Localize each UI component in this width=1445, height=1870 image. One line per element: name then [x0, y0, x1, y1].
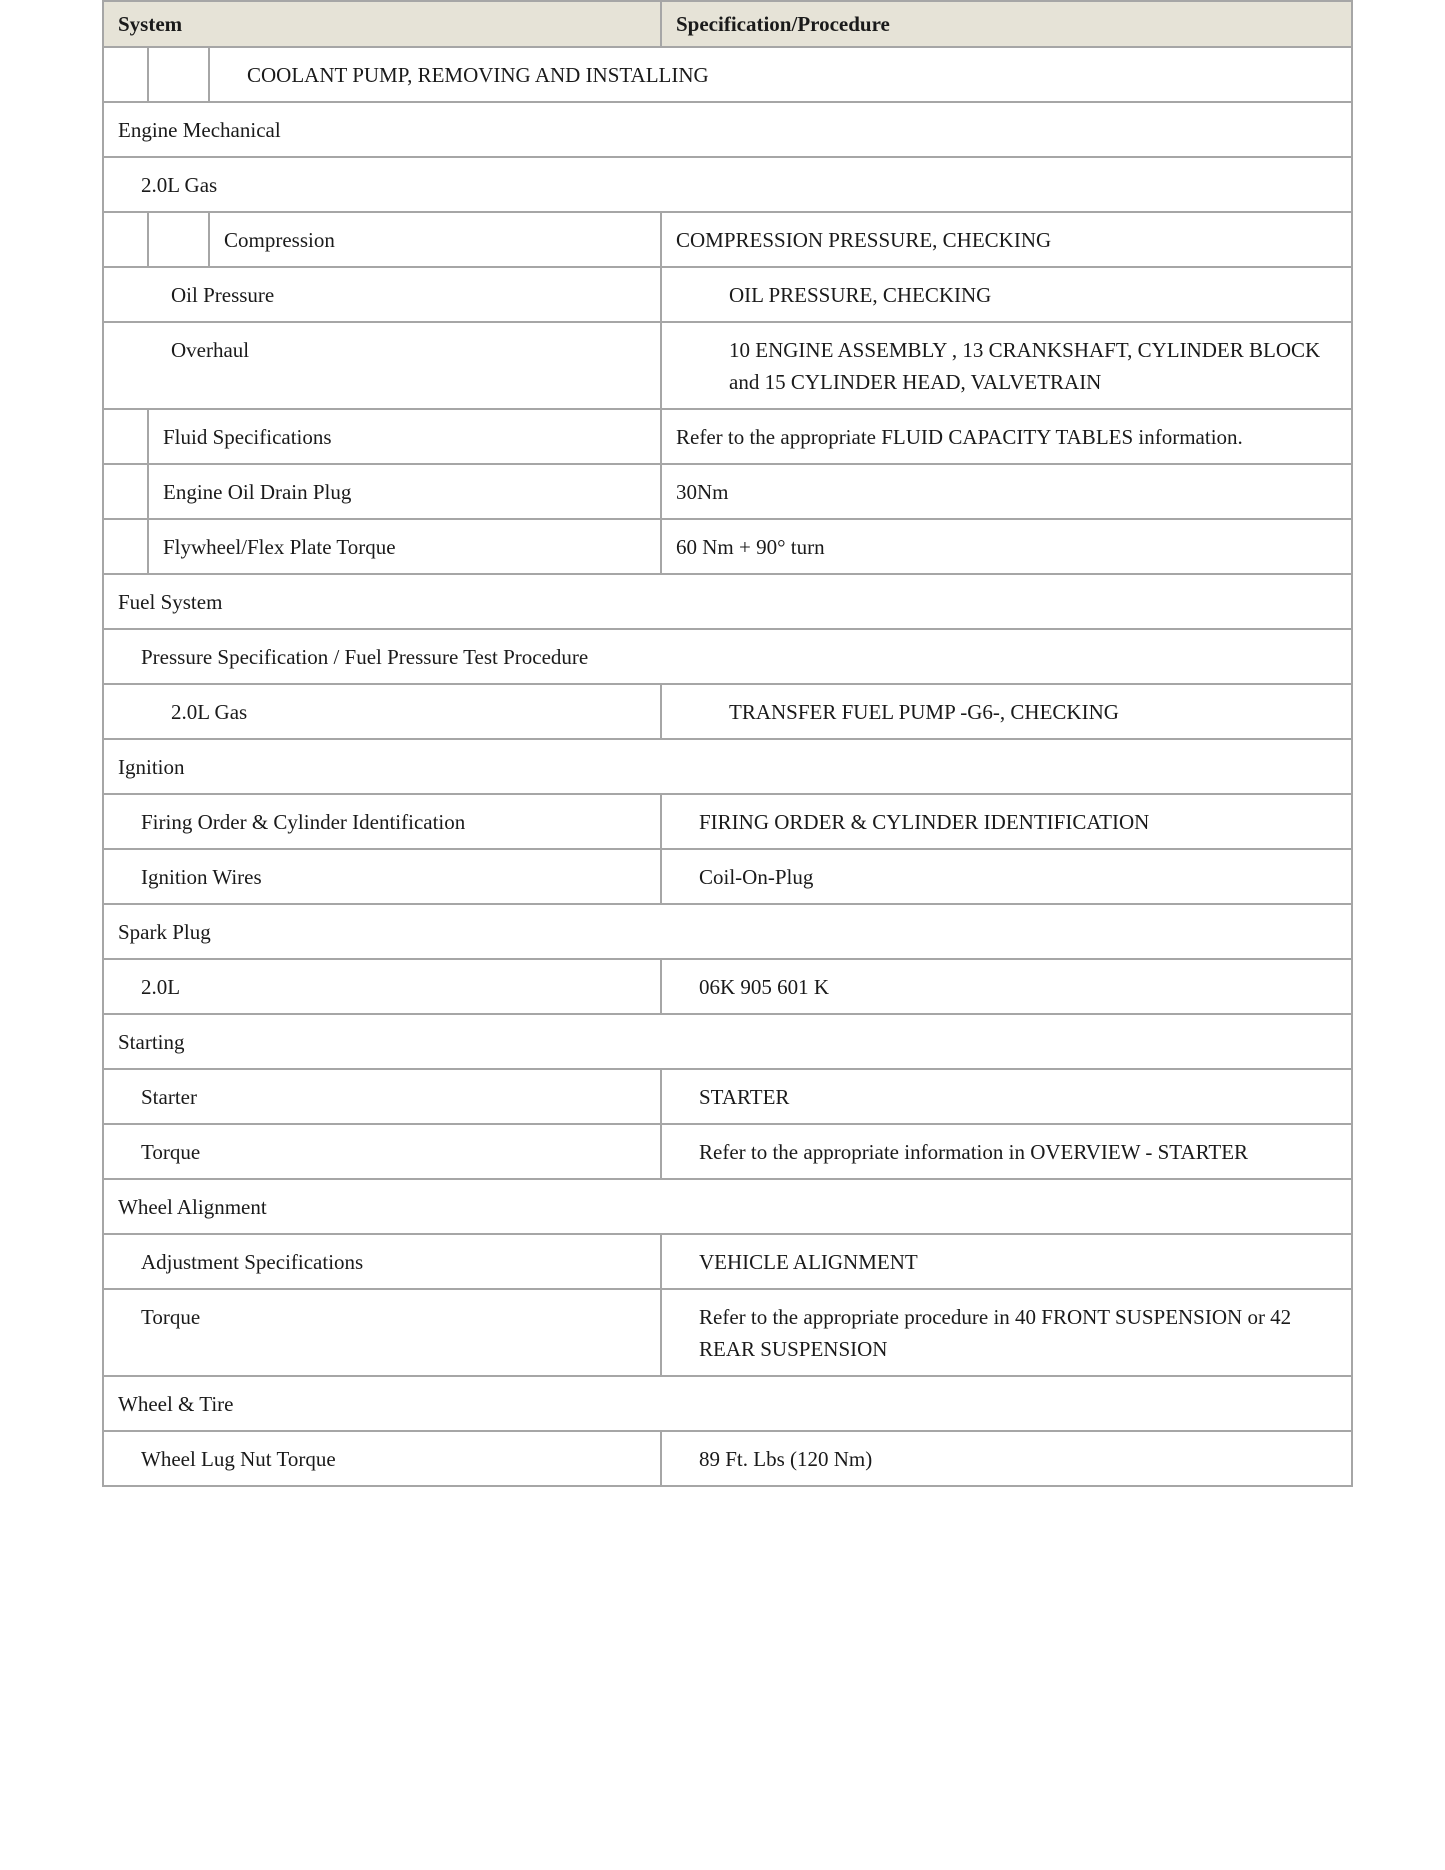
specification-value: OIL PRESSURE, CHECKING	[729, 283, 992, 307]
system-cell	[103, 464, 661, 519]
section-heading: Wheel Alignment	[118, 1195, 267, 1219]
specification-value: Coil-On-Plug	[699, 865, 814, 889]
section-heading: Fuel System	[118, 590, 223, 614]
section-heading-cell	[103, 904, 1352, 959]
specification-value: 06K 905 601 K	[699, 975, 830, 999]
specification-value: Refer to the appropriate procedure in 40 FRONT SUSPENSION or 42 REAR SUSPENSION	[699, 1305, 1292, 1361]
system-label: Compression	[224, 228, 335, 252]
specification-cell	[661, 212, 1352, 267]
empty-indent-cell	[104, 48, 149, 101]
system-label: Adjustment Specifications	[141, 1250, 364, 1274]
table-row	[103, 684, 1352, 739]
empty-indent-cell	[149, 213, 210, 266]
table-row	[103, 1234, 1352, 1289]
specification-cell	[661, 849, 1352, 904]
table-row	[103, 464, 1352, 519]
system-cell	[103, 267, 661, 322]
table-row	[103, 102, 1352, 157]
subsection-heading-cell	[103, 629, 1352, 684]
specification-cell	[661, 322, 1352, 409]
subsection-heading: 2.0L Gas	[141, 173, 218, 197]
section-heading: Engine Mechanical	[118, 118, 281, 142]
system-label: 2.0L Gas	[171, 700, 248, 724]
subsection-heading-cell	[103, 157, 1352, 212]
table-row	[103, 1014, 1352, 1069]
subsection-heading: Pressure Specification / Fuel Pressure Test Procedure	[141, 645, 589, 669]
table-row	[103, 1431, 1352, 1486]
section-heading: Ignition	[118, 755, 185, 779]
system-label: Oil Pressure	[171, 283, 275, 307]
system-cell	[103, 684, 661, 739]
specification-value: Refer to the appropriate information in OVERVIEW - STARTER	[699, 1140, 1249, 1164]
table-row	[103, 904, 1352, 959]
table-row	[103, 212, 1352, 267]
specification-cell	[661, 1431, 1352, 1486]
table-body	[103, 47, 1352, 1486]
section-heading-cell	[103, 1014, 1352, 1069]
specification-cell	[661, 959, 1352, 1014]
table-row	[103, 322, 1352, 409]
section-heading-cell	[103, 574, 1352, 629]
section-heading: Spark Plug	[118, 920, 211, 944]
system-cell	[103, 1124, 661, 1179]
specification-value: TRANSFER FUEL PUMP -G6-, CHECKING	[729, 700, 1119, 724]
header-system: System	[103, 1, 661, 47]
table-row	[103, 794, 1352, 849]
specification-cell	[661, 267, 1352, 322]
specification-value: COMPRESSION PRESSURE, CHECKING	[676, 228, 1052, 252]
procedure-link-cell	[103, 47, 1352, 102]
system-label: Ignition Wires	[141, 865, 262, 889]
system-label: 2.0L	[141, 975, 181, 999]
system-cell	[103, 519, 661, 574]
specification-cell	[661, 794, 1352, 849]
system-label: Starter	[141, 1085, 197, 1109]
system-cell	[103, 322, 661, 409]
empty-indent-cell	[104, 520, 149, 573]
section-heading-cell	[103, 102, 1352, 157]
specification-value: 89 Ft. Lbs (120 Nm)	[699, 1447, 873, 1471]
empty-indent-cell	[149, 48, 210, 101]
table-row	[103, 1124, 1352, 1179]
table-row	[103, 47, 1352, 102]
table-row	[103, 519, 1352, 574]
table-row	[103, 157, 1352, 212]
table-row	[103, 574, 1352, 629]
table-row	[103, 409, 1352, 464]
specification-value: Refer to the appropriate FLUID CAPACITY TABLES information.	[676, 425, 1243, 449]
system-cell	[103, 959, 661, 1014]
table-row	[103, 1179, 1352, 1234]
specification-cell	[661, 1289, 1352, 1376]
specification-cell	[661, 684, 1352, 739]
specification-value: 30Nm	[676, 480, 729, 504]
specification-table	[102, 0, 1353, 1487]
specification-value: 10 ENGINE ASSEMBLY , 13 CRANKSHAFT, CYLINDER BLOCK and 15 CYLINDER HEAD, VALVETRAIN	[729, 338, 1321, 394]
system-label: Torque	[141, 1305, 201, 1329]
table-row	[103, 1069, 1352, 1124]
specification-cell	[661, 519, 1352, 574]
table-row	[103, 1289, 1352, 1376]
specification-cell	[661, 464, 1352, 519]
system-cell	[103, 794, 661, 849]
header-specification: Specification/Procedure	[661, 1, 1352, 47]
system-cell	[103, 212, 661, 267]
empty-indent-cell	[104, 213, 149, 266]
specification-value: FIRING ORDER & CYLINDER IDENTIFICATION	[699, 810, 1150, 834]
table-row	[103, 629, 1352, 684]
table-header-row	[103, 1, 1352, 47]
specification-cell	[661, 1234, 1352, 1289]
system-label: Fluid Specifications	[163, 425, 332, 449]
empty-indent-cell	[104, 465, 149, 518]
specification-value: STARTER	[699, 1085, 790, 1109]
table-row	[103, 1376, 1352, 1431]
system-label: Torque	[141, 1140, 201, 1164]
section-heading-cell	[103, 739, 1352, 794]
system-cell	[103, 1234, 661, 1289]
section-heading: Starting	[118, 1030, 185, 1054]
procedure-link: COOLANT PUMP, REMOVING AND INSTALLING	[247, 63, 709, 87]
table-row	[103, 739, 1352, 794]
table-row	[103, 267, 1352, 322]
system-label: Firing Order & Cylinder Identification	[141, 810, 466, 834]
system-cell	[103, 849, 661, 904]
specification-value: VEHICLE ALIGNMENT	[699, 1250, 918, 1274]
specification-cell	[661, 409, 1352, 464]
system-label: Wheel Lug Nut Torque	[141, 1447, 336, 1471]
section-heading-cell	[103, 1179, 1352, 1234]
section-heading-cell	[103, 1376, 1352, 1431]
specification-value: 60 Nm + 90° turn	[676, 535, 825, 559]
system-label: Flywheel/Flex Plate Torque	[163, 535, 396, 559]
specification-cell	[661, 1069, 1352, 1124]
system-cell	[103, 1069, 661, 1124]
system-cell	[103, 1289, 661, 1376]
system-cell	[103, 409, 661, 464]
section-heading: Wheel & Tire	[118, 1392, 234, 1416]
system-label: Overhaul	[171, 338, 250, 362]
table-row	[103, 849, 1352, 904]
empty-indent-cell	[104, 410, 149, 463]
specification-cell	[661, 1124, 1352, 1179]
system-cell	[103, 1431, 661, 1486]
system-label: Engine Oil Drain Plug	[163, 480, 352, 504]
table-row	[103, 959, 1352, 1014]
